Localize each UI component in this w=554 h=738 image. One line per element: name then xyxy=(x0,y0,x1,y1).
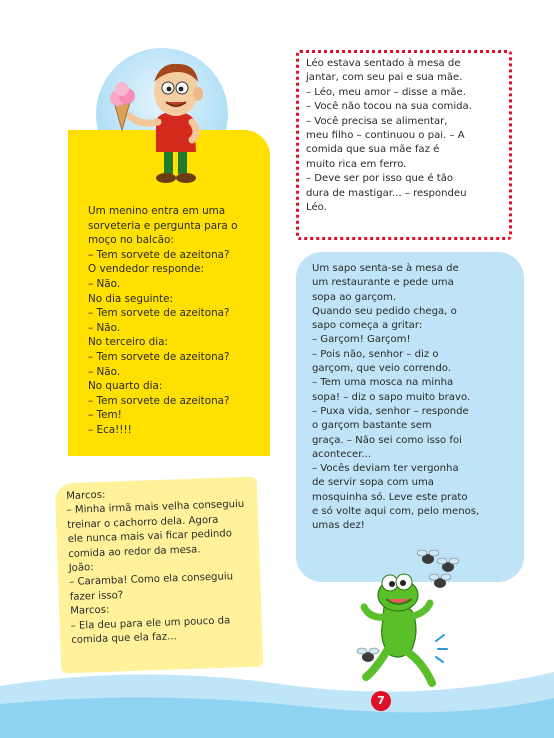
joke-line: Um sapo senta-se à mesa de xyxy=(312,263,459,274)
joke-leo-text xyxy=(306,57,472,215)
frog-with-flies-illustration xyxy=(340,545,480,690)
joke-line: sorveteria e pergunta para o xyxy=(88,219,238,232)
joke-line: sopa ao garçom. xyxy=(312,291,397,303)
joke-line: um restaurante e pede uma xyxy=(312,277,454,289)
joke-line: treinar o cachorro dela. Agora xyxy=(67,514,219,531)
joke-line: No terceiro dia: xyxy=(88,336,168,349)
joke-line: – Pois não, senhor – diz o xyxy=(312,348,439,360)
page-number: 7 xyxy=(371,691,391,711)
joke-line: Marcos: xyxy=(66,489,106,502)
fly-icon xyxy=(429,574,451,588)
joke-line: – Você não tocou na sua comida. xyxy=(306,101,472,113)
joke-line: moço no balcão: xyxy=(88,234,174,247)
joke-line: Um menino entra em uma xyxy=(88,205,226,217)
fly-icon xyxy=(437,558,459,572)
joke-line: – Caramba! Como ela conseguiu xyxy=(69,571,234,589)
joke-line: dura de mastigar... – respondeu xyxy=(306,187,467,199)
joke-line: Quando seu pedido chega, o xyxy=(312,305,457,317)
joke-frog-text xyxy=(312,262,479,534)
joke-line: – Tem sorvete de azeitona? xyxy=(88,350,230,363)
joke-line: mosquinha só. Leve este prato xyxy=(312,491,468,503)
joke-line: Léo. xyxy=(306,202,327,214)
joke-line: – Tem uma mosca na minha xyxy=(312,377,454,389)
fly-icon xyxy=(357,648,379,662)
joke-line: sopa! – diz o sapo muito bravo. xyxy=(312,391,471,403)
joke-line: – Tem sorvete de azeitona? xyxy=(88,248,230,261)
joke-line: Léo estava sentado à mesa de xyxy=(306,58,461,69)
joke-line: comida ao redor da mesa. xyxy=(68,543,201,560)
joke-line: fazer isso? xyxy=(69,589,124,603)
joke-line: – Ela deu para ele um pouco da xyxy=(70,615,231,632)
joke-line: umas dez! xyxy=(312,520,365,532)
joke-boy-text xyxy=(88,204,237,438)
fly-icon xyxy=(417,550,439,564)
joke-line: João: xyxy=(68,562,94,574)
joke-line: – Vocês deviam ter vergonha xyxy=(312,463,459,475)
joke-line: – Minha irmã mais velha conseguiu xyxy=(66,499,245,517)
joke-line: o garçom bastante sem xyxy=(312,420,432,432)
joke-line: – Tem! xyxy=(88,409,122,422)
joke-line: acontecer... xyxy=(312,448,372,460)
joke-line: – Não. xyxy=(88,277,121,290)
joke-line: No dia seguinte: xyxy=(88,292,174,305)
boy-ice-cream-illustration xyxy=(100,56,230,190)
joke-line: de servir sopa com uma xyxy=(312,477,434,489)
joke-line: – Não. xyxy=(88,321,121,334)
joke-line: comida que sua mãe faz é xyxy=(306,144,440,156)
joke-line: ele nunca mais vai ficar pedindo xyxy=(67,528,233,546)
joke-line: – Eca!!!! xyxy=(88,423,132,436)
joke-line: sapo começa a gritar: xyxy=(312,320,423,332)
joke-line: – Garçom! Garçom! xyxy=(312,334,411,346)
joke-line: – Léo, meu amor – disse a mãe. xyxy=(306,86,466,98)
joke-line: – Tem sorvete de azeitona? xyxy=(88,394,230,407)
joke-line: muito rica em ferro. xyxy=(306,158,407,170)
joke-line: – Deve ser por isso que é tão xyxy=(306,173,454,185)
joke-line: comida que ela faz... xyxy=(71,631,177,646)
joke-line: O vendedor responde: xyxy=(88,263,205,276)
joke-line: jantar, com seu pai e sua mãe. xyxy=(306,72,463,84)
joke-line: Marcos: xyxy=(70,604,110,618)
joke-line: e só volte aqui com, pelo menos, xyxy=(312,506,480,518)
joke-line: – Tem sorvete de azeitona? xyxy=(88,307,230,320)
joke-line: – Você precisa se alimentar, xyxy=(306,115,448,127)
joke-line: No quarto dia: xyxy=(88,380,163,393)
joke-line: graça. – Não sei como isso foi xyxy=(312,434,462,446)
joke-line: – Puxa vida, senhor – responde xyxy=(312,405,469,417)
joke-line: garçom, que veio correndo. xyxy=(312,363,451,375)
joke-line: meu filho – continuou o pai. – A xyxy=(306,130,465,142)
joke-dog-text xyxy=(66,484,249,649)
joke-line: – Não. xyxy=(88,365,121,378)
